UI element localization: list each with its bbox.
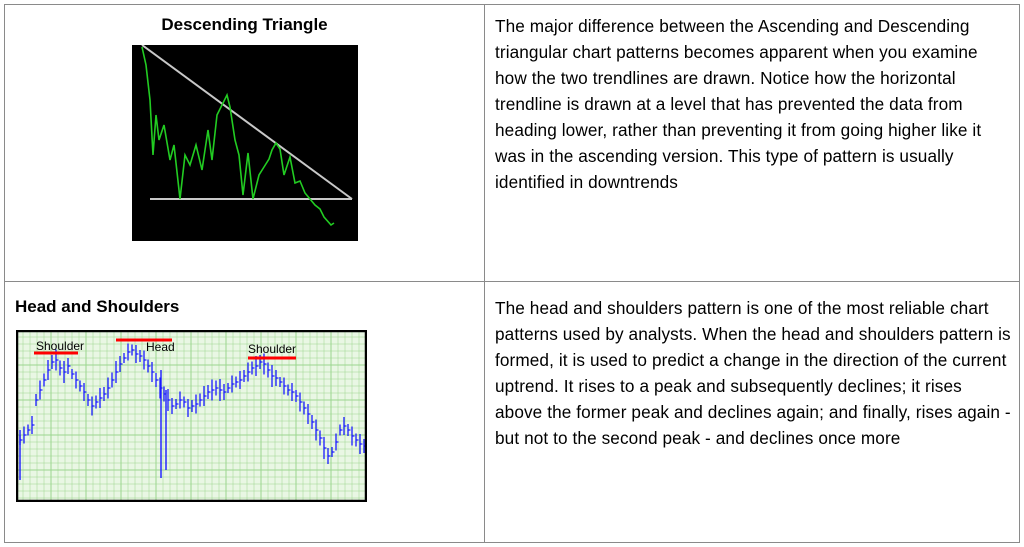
- left-shoulder-label: Shoulder: [36, 339, 85, 353]
- figure-background: [132, 45, 358, 241]
- right-shoulder-label: Shoulder: [248, 342, 297, 356]
- head-and-shoulders-description: The head and shoulders pattern is one of the most reliable chart patterns used by analysts. When the head and shoulders pattern is formed, it is used to predict a change in the direction of the current uptrend. It rises to a peak and subsequently declines; it rises above the former peak and declines again; and finally, rises again - but not to the second peak - and declines once more: [495, 298, 1011, 448]
- descending-triangle-description: The major difference between the Ascending and Descending triangular chart patterns becomes apparent when you examine how the two trendlines are drawn. Notice how the horizontal trendline is drawn at a level that has prevented the data from heading lower, rather than preventing it from going higher like it was in the ascending version. This type of pattern is usually identified in downtrends: [495, 16, 982, 192]
- head-and-shoulders-title: Head and Shoulders: [15, 297, 180, 316]
- descending-triangle-title: Descending Triangle: [161, 15, 328, 34]
- head-label: Head: [146, 340, 175, 354]
- pattern-table: [4, 4, 1020, 543]
- head-and-shoulders-cell: [5, 282, 485, 543]
- head-and-shoulders-figure: [16, 330, 367, 502]
- descending-triangle-cell: [5, 5, 485, 282]
- descending-triangle-figure: [132, 45, 358, 241]
- head-and-shoulders-description-cell: [485, 282, 1020, 543]
- descending-triangle-description-cell: [485, 5, 1020, 282]
